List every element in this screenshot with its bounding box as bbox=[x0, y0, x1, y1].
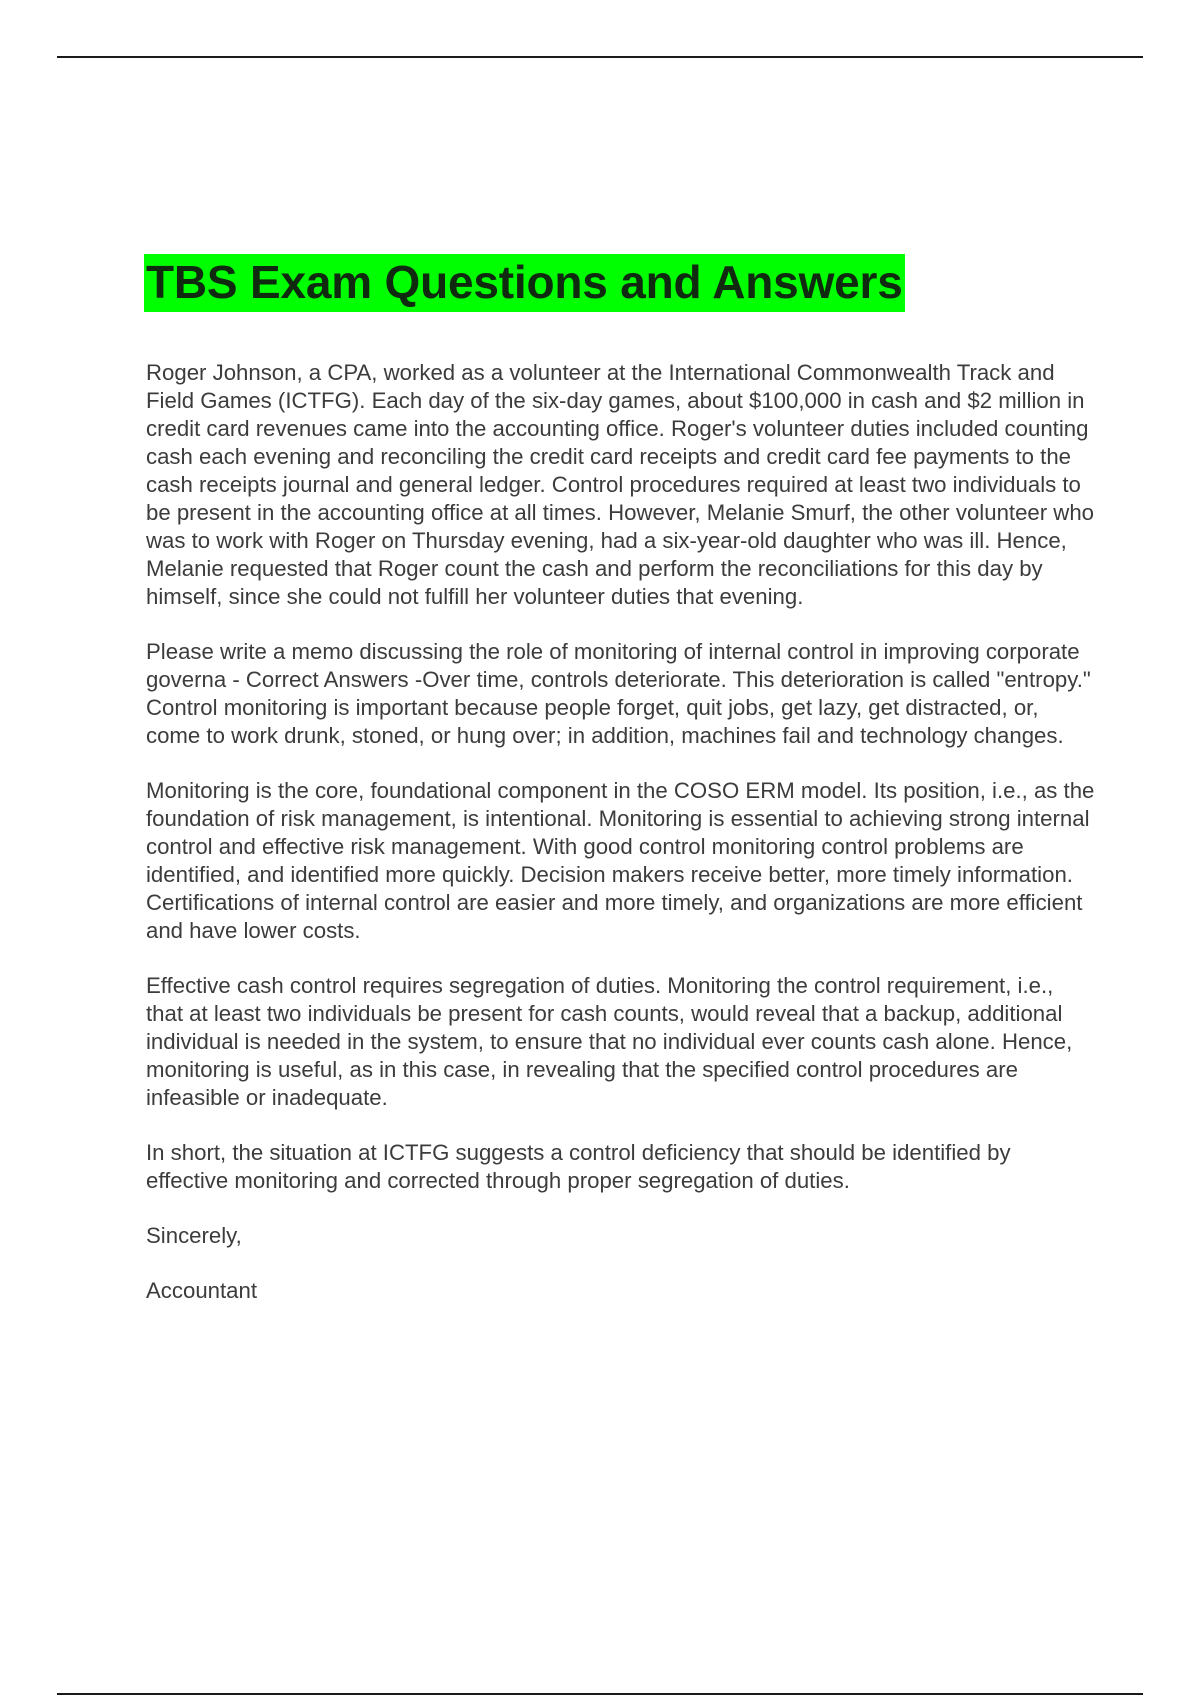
memo-text bbox=[146, 359, 1096, 1305]
document-title: TBS Exam Questions and Answers bbox=[144, 254, 905, 312]
paragraph-cash-control: Effective cash control requires segregation of duties. Monitoring the control requirement, i.e., that at least two individuals be present for cash counts, would reveal that a backup, additional individual is needed in the system, to ensure that no individual ever counts cash alone. Hence, monitoring is useful, as in this case, in revealing that the specified control procedures are infeasible or inadequate. bbox=[146, 973, 1073, 1110]
document-body bbox=[146, 254, 1096, 1332]
paragraph-scenario: Roger Johnson, a CPA, worked as a volunteer at the International Commonwealth Track and Field Games (ICTFG). Each day of the six-day games, about $100,000 in cash and $2 million in credit card revenues came into the accounting office. Roger's volunteer duties included counting cash each evening and reconciling the credit card receipts and credit card fee payments to the cash receipts journal and general ledger. Control procedures required at least two individuals to be present in the accounting office at all times. However, Melanie Smurf, the other volunteer who was to work with Roger on Thursday evening, had a six-year-old daughter who was ill. Hence, Melanie requested that Roger count the cash and perform the reconciliations for this day by himself, since she could not fulfill her volunteer duties that evening. bbox=[146, 360, 1095, 609]
paragraph-summary: In short, the situation at ICTFG suggests a control deficiency that should be identified by effective monitoring and corrected through proper segregation of duties. bbox=[146, 1140, 1011, 1193]
bottom-rule bbox=[57, 1693, 1143, 1695]
closing-salutation: Sincerely, bbox=[146, 1223, 242, 1248]
top-rule bbox=[57, 56, 1143, 58]
signature-line: Accountant bbox=[146, 1278, 258, 1303]
paragraph-coso-monitoring: Monitoring is the core, foundational component in the COSO ERM model. Its position, i.e., as the foundation of risk management, is intentional. Monitoring is essential to achieving strong internal control and effective risk management. With good control monitoring control problems are identified, and identified more quickly. Decision makers receive better, more timely information. Certifications of internal control are easier and more timely, and organizations are more efficient and have lower costs. bbox=[146, 778, 1095, 943]
paragraph-question-answer: Please write a memo discussing the role of monitoring of internal control in improving corporate governa - Correct Answers -Over time, controls deteriorate. This deterioration is called "entropy." Control monitoring is important because people forget, quit jobs, get lazy, get distracted, or, come to work drunk, stoned, or hung over; in addition, machines fail and technology changes. bbox=[146, 639, 1091, 748]
